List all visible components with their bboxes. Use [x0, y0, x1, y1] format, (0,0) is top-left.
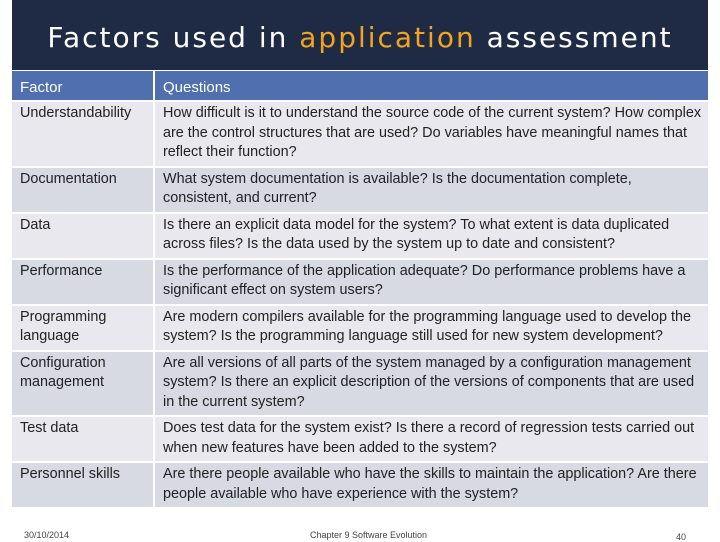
title-suffix: assessment: [475, 20, 673, 54]
table-row: [12, 462, 708, 507]
table-row: [12, 305, 708, 351]
table-row: [12, 213, 708, 259]
footer-date: 30/10/2014: [24, 530, 70, 540]
questions-cell: Are there people available who have the skills to maintain the application? Are there people available who have experience with the system?: [154, 462, 708, 507]
slide-footer: [0, 532, 720, 540]
title-accent: application: [299, 20, 476, 54]
factor-cell: Performance: [12, 259, 154, 305]
table-row: [12, 167, 708, 213]
questions-cell: How difficult is it to understand the source code of the current system? How complex are the control structures that are used? Do variables have meaningful names that reflect their function?: [154, 101, 708, 167]
table-row: [12, 416, 708, 462]
factors-table: [12, 71, 708, 507]
factor-cell: Documentation: [12, 167, 154, 213]
factor-cell: Data: [12, 213, 154, 259]
table-row: [12, 259, 708, 305]
questions-cell: Are all versions of all parts of the system managed by a configuration management system? Is there an explicit description of the versions of components that are used in the current system?: [154, 351, 708, 417]
footer-chapter: Chapter 9 Software Evolution: [310, 530, 428, 540]
table-row: [12, 351, 708, 417]
header-questions: Questions: [154, 71, 708, 101]
factor-cell: Test data: [12, 416, 154, 462]
factor-cell: Personnel skills: [12, 462, 154, 507]
title-bar: [12, 0, 708, 70]
factor-cell: Programming language: [12, 305, 154, 351]
questions-cell: Is there an explicit data model for the system? To what extent is data duplicated across files? Is the data used by the system up to date and consistent?: [154, 213, 708, 259]
questions-cell: Is the performance of the application adequate? Do performance problems have a significant effect on system users?: [154, 259, 708, 305]
table-header-row: [12, 71, 708, 101]
footer-page-number: 40: [676, 532, 687, 542]
table-row: [12, 101, 708, 167]
questions-cell: Does test data for the system exist? Is there a record of regression tests carried out when new features have been added to the system?: [154, 416, 708, 462]
questions-cell: Are modern compilers available for the programming language used to develop the system? Is the programming language still used for new system development?: [154, 305, 708, 351]
questions-cell: What system documentation is available? Is the documentation complete, consistent, and current?: [154, 167, 708, 213]
factors-table-container: [12, 71, 708, 507]
title-prefix: Factors used in: [47, 20, 300, 54]
header-factor: Factor: [12, 71, 154, 101]
factor-cell: Understandability: [12, 101, 154, 167]
slide-title: [47, 21, 672, 54]
factor-cell: Configuration management: [12, 351, 154, 417]
